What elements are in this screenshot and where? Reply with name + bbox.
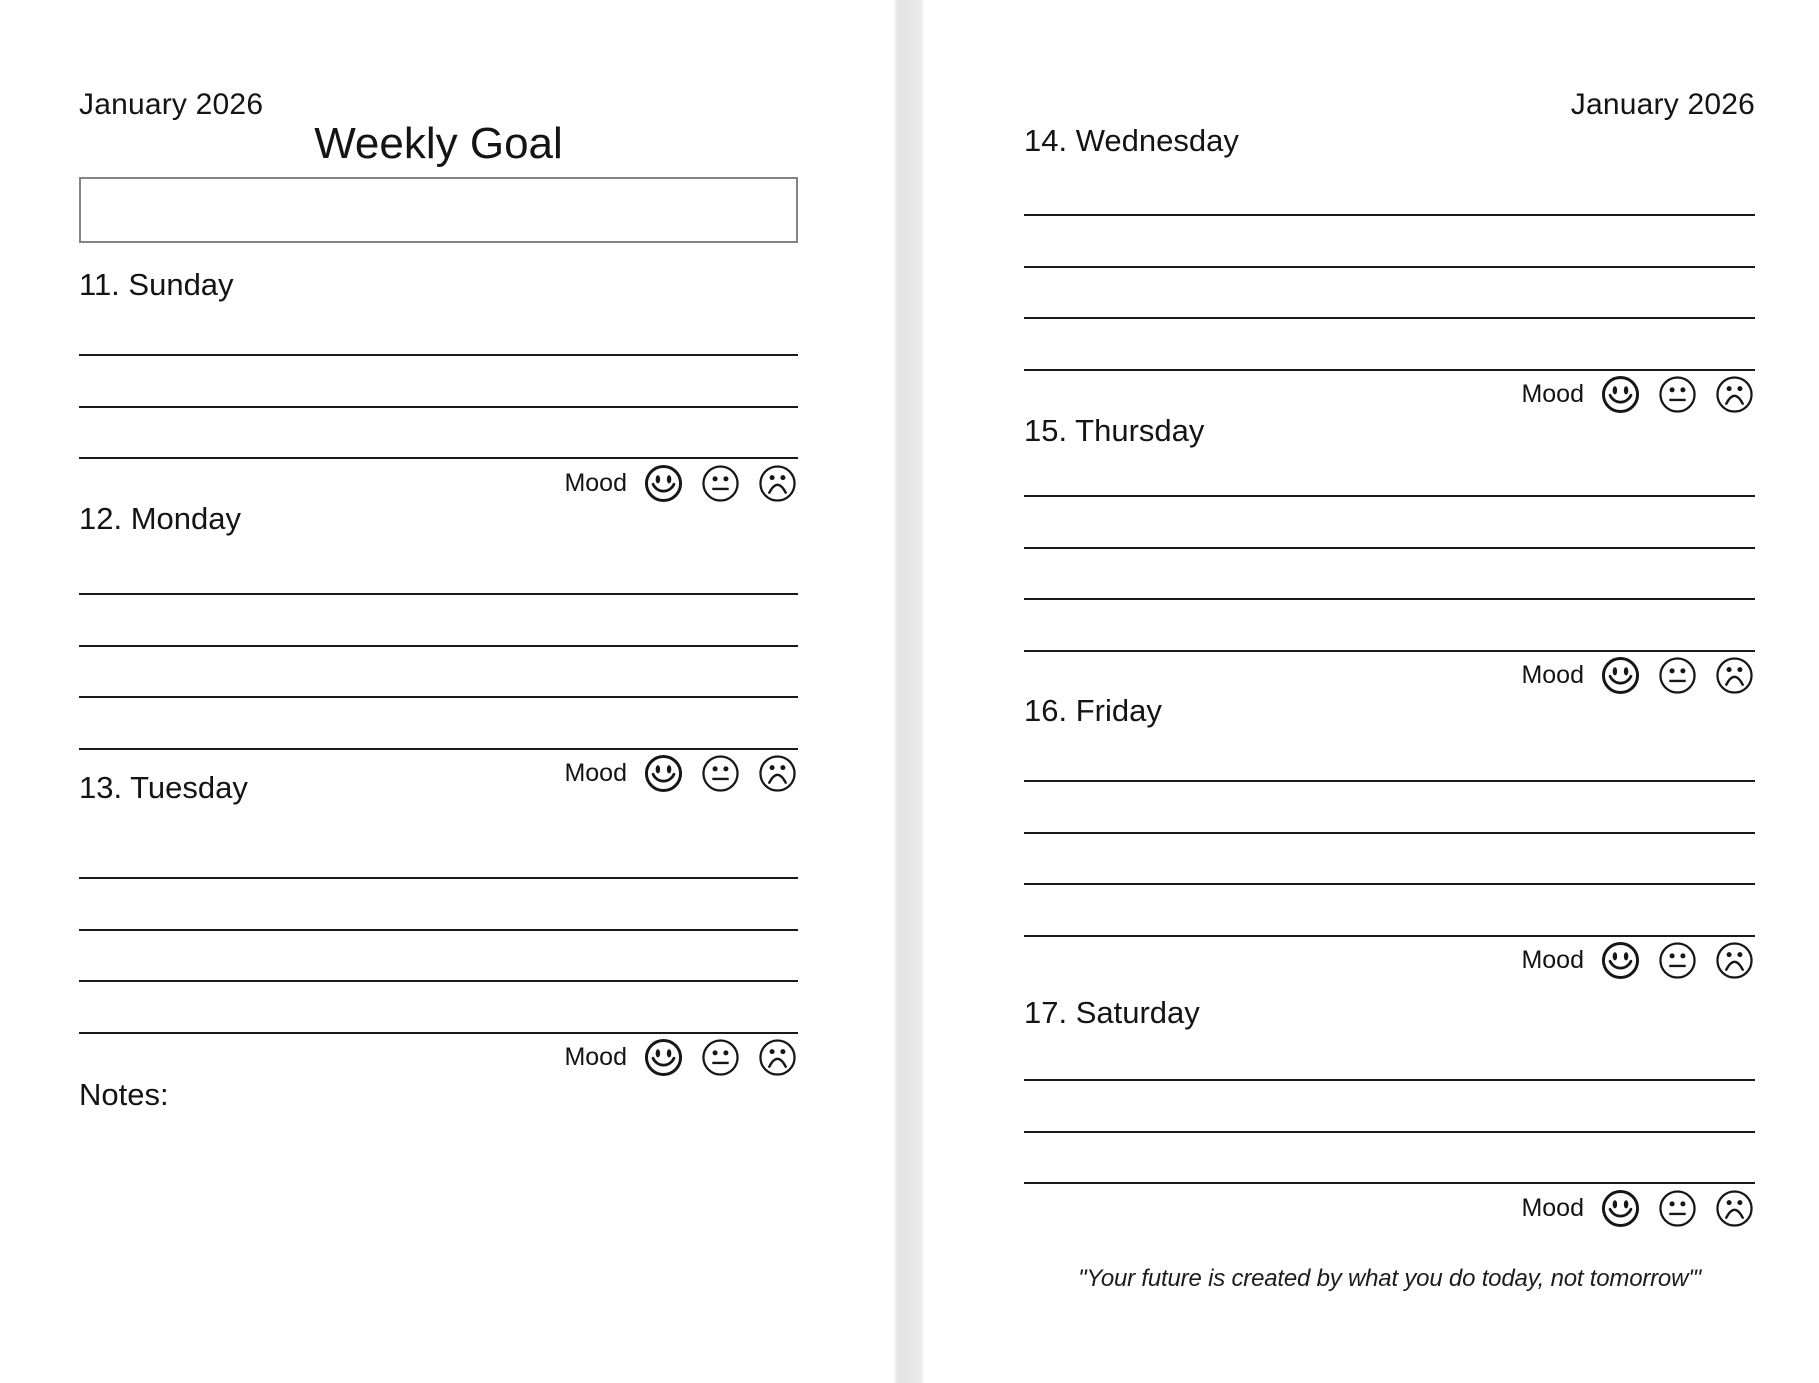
mood-row <box>1521 1186 1755 1230</box>
neutral-face-icon[interactable] <box>1657 940 1698 981</box>
day-block <box>1024 123 1755 408</box>
day-label: 15. Thursday <box>1024 413 1205 448</box>
writing-line[interactable] <box>1024 266 1755 268</box>
writing-line[interactable] <box>1024 598 1755 600</box>
quote-text: "Your future is created by what you do today, not tomorrow'" <box>1078 1265 1701 1292</box>
mood-label: Mood <box>564 1043 627 1071</box>
day-label: 12. Monday <box>79 501 241 536</box>
neutral-face-icon[interactable] <box>700 463 741 504</box>
left-page-content <box>79 0 798 1383</box>
day-label: 11. Sunday <box>79 267 234 302</box>
mood-row <box>564 1036 798 1080</box>
writing-line[interactable] <box>1024 935 1755 937</box>
day-label: 13. Tuesday <box>79 770 248 805</box>
sad-face-icon[interactable] <box>1714 655 1755 696</box>
happy-face-icon[interactable] <box>643 1037 684 1078</box>
happy-face-icon[interactable] <box>643 463 684 504</box>
mood-row <box>1521 939 1755 983</box>
happy-face-icon[interactable] <box>1600 1188 1641 1229</box>
mood-label: Mood <box>564 468 627 497</box>
happy-face-icon[interactable] <box>1600 655 1641 696</box>
happy-face-icon[interactable] <box>1600 374 1641 415</box>
writing-line[interactable] <box>79 696 798 698</box>
weekly-goal-input[interactable] <box>79 177 798 243</box>
writing-line[interactable] <box>79 1032 798 1034</box>
day-label: 17. Saturday <box>1024 995 1200 1030</box>
writing-line[interactable] <box>79 457 798 459</box>
writing-line[interactable] <box>1024 547 1755 549</box>
writing-line[interactable] <box>79 593 798 595</box>
month-header-left: January 2026 <box>79 88 264 121</box>
mood-label: Mood <box>1521 946 1584 974</box>
notes-label: Notes: <box>79 1077 169 1112</box>
happy-face-icon[interactable] <box>1600 940 1641 981</box>
writing-line[interactable] <box>79 748 798 750</box>
writing-line[interactable] <box>79 877 798 879</box>
writing-line[interactable] <box>1024 780 1755 782</box>
sad-face-icon[interactable] <box>757 463 798 504</box>
writing-line[interactable] <box>79 645 798 647</box>
day-block <box>1024 995 1755 1222</box>
day-block <box>1024 693 1755 974</box>
writing-line[interactable] <box>1024 650 1755 652</box>
sad-face-icon[interactable] <box>1714 1188 1755 1229</box>
writing-line[interactable] <box>1024 495 1755 497</box>
day-block <box>79 501 798 787</box>
right-page-content <box>1024 0 1755 1383</box>
writing-line[interactable] <box>1024 1079 1755 1081</box>
month-header-right: January 2026 <box>1570 88 1755 121</box>
day-label: 14. Wednesday <box>1024 123 1239 158</box>
sad-face-icon[interactable] <box>757 1037 798 1078</box>
day-block <box>79 267 798 497</box>
mood-row <box>1521 654 1755 698</box>
neutral-face-icon[interactable] <box>700 1037 741 1078</box>
writing-line[interactable] <box>1024 214 1755 216</box>
day-label: 16. Friday <box>1024 693 1162 728</box>
writing-line[interactable] <box>1024 883 1755 885</box>
writing-line[interactable] <box>1024 1131 1755 1133</box>
writing-line[interactable] <box>79 929 798 931</box>
weekly-goal-title: Weekly Goal <box>314 119 563 168</box>
right-page <box>925 0 1819 1383</box>
writing-line[interactable] <box>79 980 798 982</box>
left-page <box>0 0 893 1383</box>
mood-label: Mood <box>564 759 627 787</box>
neutral-face-icon[interactable] <box>1657 374 1698 415</box>
mood-label: Mood <box>1521 380 1584 408</box>
writing-line[interactable] <box>1024 832 1755 834</box>
mood-row <box>564 461 798 505</box>
writing-line[interactable] <box>79 354 798 356</box>
writing-line[interactable] <box>1024 1182 1755 1184</box>
neutral-face-icon[interactable] <box>1657 655 1698 696</box>
mood-row <box>1521 373 1755 417</box>
sad-face-icon[interactable] <box>1714 374 1755 415</box>
writing-line[interactable] <box>1024 317 1755 319</box>
sad-face-icon[interactable] <box>1714 940 1755 981</box>
day-block <box>1024 413 1755 689</box>
mood-label: Mood <box>1521 1193 1584 1222</box>
mood-label: Mood <box>1521 661 1584 689</box>
writing-line[interactable] <box>1024 369 1755 371</box>
neutral-face-icon[interactable] <box>1657 1188 1698 1229</box>
day-block <box>79 770 798 1071</box>
writing-line[interactable] <box>79 406 798 408</box>
page-gutter <box>893 0 925 1383</box>
